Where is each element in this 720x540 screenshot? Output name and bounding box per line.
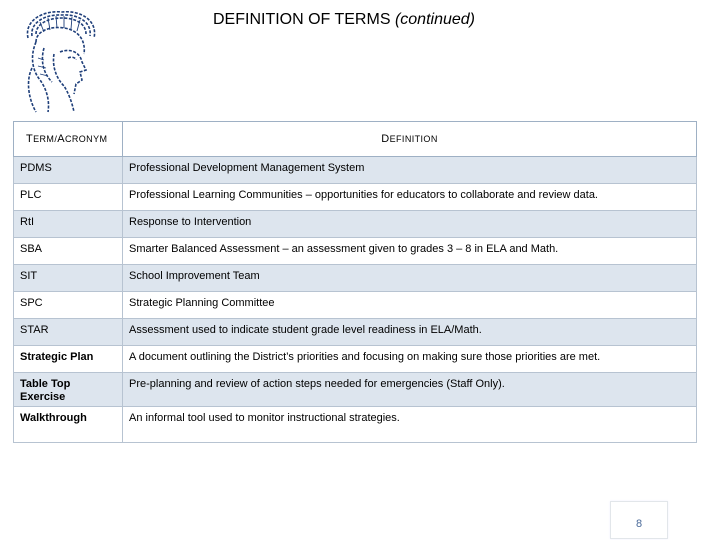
table-row <box>14 265 697 292</box>
table-row <box>14 184 697 211</box>
title-suffix: (continued) <box>394 11 475 28</box>
term-cell: STAR <box>14 319 123 346</box>
table-row <box>14 319 697 346</box>
term-cell: Walkthrough <box>14 407 123 443</box>
table-row <box>14 292 697 319</box>
header-definition: DEFINITION <box>123 122 697 157</box>
table-row <box>14 346 697 373</box>
page-title <box>213 11 475 29</box>
table-row <box>14 373 697 407</box>
term-cell: PDMS <box>14 157 123 184</box>
header-term-acronym: TERM/ACRONYM <box>14 122 123 157</box>
term-cell: SBA <box>14 238 123 265</box>
term-cell: RtI <box>14 211 123 238</box>
definition-cell: Strategic Planning Committee <box>123 292 697 319</box>
title-main: DEFINITION OF TERMS <box>213 11 391 28</box>
definition-cell: A document outlining the District’s priorities and focusing on making sure those priorities are met. <box>123 346 697 373</box>
definition-cell: Response to Intervention <box>123 211 697 238</box>
table-header-row <box>14 122 697 157</box>
table-row <box>14 211 697 238</box>
term-cell: PLC <box>14 184 123 211</box>
term-cell: Strategic Plan <box>14 346 123 373</box>
definition-cell: Professional Development Management System <box>123 157 697 184</box>
term-cell: SPC <box>14 292 123 319</box>
definition-cell: Professional Learning Communities – opportunities for educators to collaborate and review data. <box>123 184 697 211</box>
definitions-table <box>13 121 697 443</box>
table-row <box>14 238 697 265</box>
definition-cell: School Improvement Team <box>123 265 697 292</box>
term-cell: SIT <box>14 265 123 292</box>
definition-cell: An informal tool used to monitor instructional strategies. <box>123 407 697 443</box>
table-row <box>14 407 697 443</box>
definition-cell: Pre-planning and review of action steps needed for emergencies (Staff Only). <box>123 373 697 407</box>
page-number: 8 <box>636 518 643 530</box>
definition-cell: Smarter Balanced Assessment – an assessment given to grades 3 – 8 in ELA and Math. <box>123 238 697 265</box>
definition-cell: Assessment used to indicate student grade level readiness in ELA/Math. <box>123 319 697 346</box>
spartan-helmet-logo-icon <box>14 8 106 116</box>
term-cell: Table Top Exercise <box>14 373 123 407</box>
table-row <box>14 157 697 184</box>
